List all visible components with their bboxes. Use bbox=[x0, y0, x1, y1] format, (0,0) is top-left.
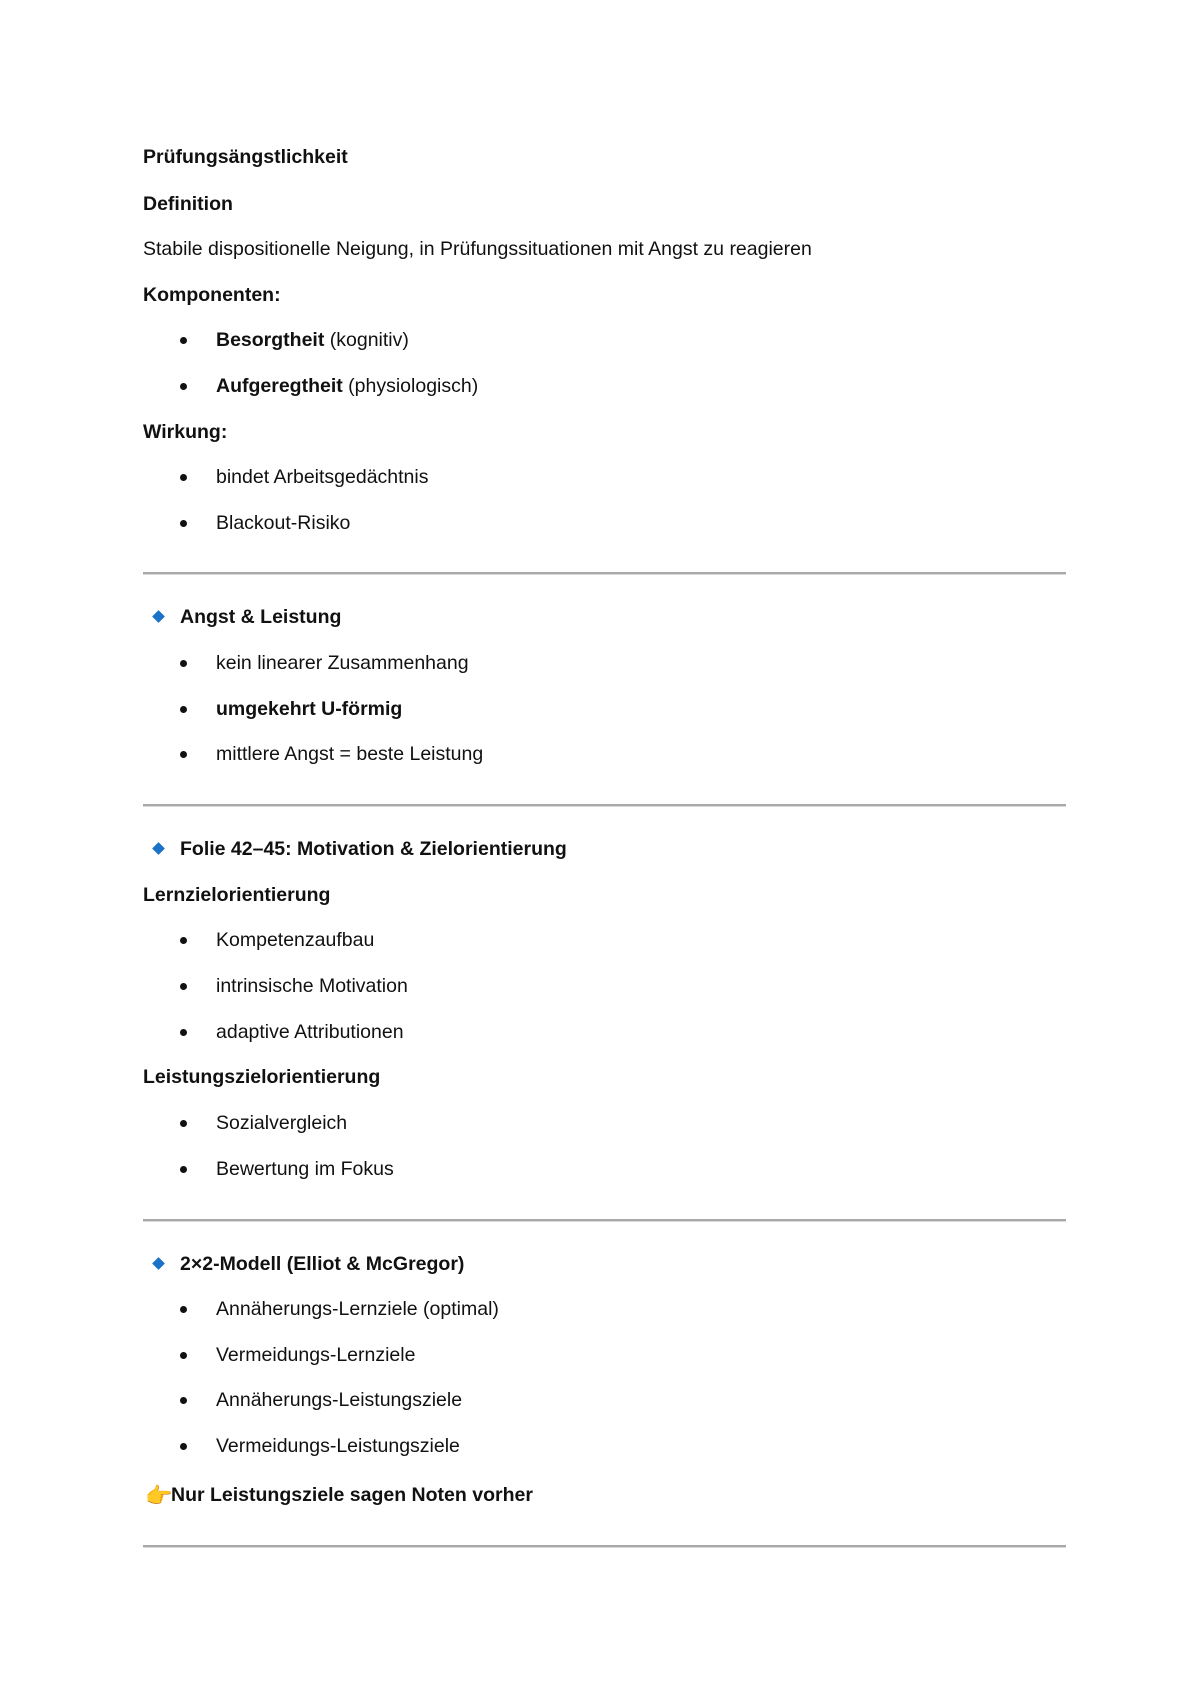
horizontal-divider bbox=[143, 572, 1066, 575]
bullet-icon bbox=[180, 1120, 187, 1127]
komponenten-heading: Komponenten: bbox=[143, 284, 281, 306]
list-item-text: Sozialvergleich bbox=[216, 1112, 348, 1134]
lernzielorientierung-heading: Lernzielorientierung bbox=[143, 884, 331, 906]
bullet-icon bbox=[180, 1397, 187, 1404]
bullet-icon bbox=[180, 1306, 187, 1313]
leistungszielorientierung-heading: Leistungszielorientierung bbox=[143, 1066, 381, 1088]
list-item-text: Kompetenzaufbau bbox=[216, 929, 375, 951]
blue-diamond-icon bbox=[152, 1257, 165, 1270]
bullet-icon bbox=[180, 937, 187, 944]
komponente-bold: Aufgeregtheit bbox=[216, 375, 343, 397]
bullet-icon bbox=[180, 751, 187, 758]
komponente-rest: (kognitiv) bbox=[324, 329, 409, 351]
heading-text: Angst & Leistung bbox=[180, 606, 342, 628]
definition-text: Stabile dispositionelle Neigung, in Prüfungssituationen mit Angst zu reagieren bbox=[143, 238, 812, 260]
list-item-text: Blackout-Risiko bbox=[216, 512, 351, 534]
blue-diamond-icon bbox=[152, 842, 165, 855]
bullet-icon bbox=[180, 383, 187, 390]
list-item-text: Annäherungs-Lernziele (optimal) bbox=[216, 1298, 499, 1320]
list-item-text: bindet Arbeitsgedächtnis bbox=[216, 466, 429, 488]
wirkung-heading: Wirkung: bbox=[143, 421, 228, 443]
list-item-text: Annäherungs-Leistungsziele bbox=[216, 1389, 463, 1411]
komponente-rest: (physiologisch) bbox=[342, 375, 479, 397]
definition-heading: Definition bbox=[143, 193, 233, 215]
pointing-right-hand-icon: 👉 bbox=[145, 1482, 173, 1508]
list-item-text: mittlere Angst = beste Leistung bbox=[216, 743, 484, 765]
bullet-icon bbox=[180, 983, 187, 990]
bullet-icon bbox=[180, 660, 187, 667]
heading-text: 2×2-Modell (Elliot & McGregor) bbox=[180, 1253, 465, 1275]
conclusion-text: Nur Leistungsziele sagen Noten vorher bbox=[171, 1484, 533, 1506]
list-item-text: kein linearer Zusammenhang bbox=[216, 652, 469, 674]
horizontal-divider bbox=[143, 804, 1066, 807]
conclusion-line bbox=[145, 1482, 533, 1509]
bullet-icon bbox=[180, 1166, 187, 1173]
bullet-icon bbox=[180, 474, 187, 481]
komponente-bold: Besorgtheit bbox=[216, 329, 325, 351]
bullet-icon bbox=[180, 337, 187, 344]
list-item-text: intrinsische Motivation bbox=[216, 975, 408, 997]
section-title-pruefungsaengstlichkeit: Prüfungsängstlichkeit bbox=[143, 146, 348, 168]
heading-text: Folie 42–45: Motivation & Zielorientierung bbox=[180, 838, 567, 860]
list-item-text: Bewertung im Fokus bbox=[216, 1158, 394, 1180]
bullet-icon bbox=[180, 1029, 187, 1036]
list-item-text: umgekehrt U-förmig bbox=[216, 698, 403, 720]
bullet-icon bbox=[180, 1352, 187, 1359]
blue-diamond-icon bbox=[152, 610, 165, 623]
list-item-text: Vermeidungs-Leistungsziele bbox=[216, 1435, 460, 1457]
bullet-icon bbox=[180, 520, 187, 527]
list-item-text: adaptive Attributionen bbox=[216, 1021, 404, 1043]
horizontal-divider bbox=[143, 1219, 1066, 1222]
bullet-icon bbox=[180, 706, 187, 713]
list-item-text: Vermeidungs-Lernziele bbox=[216, 1344, 416, 1366]
bullet-icon bbox=[180, 1443, 187, 1450]
horizontal-divider bbox=[143, 1545, 1066, 1548]
